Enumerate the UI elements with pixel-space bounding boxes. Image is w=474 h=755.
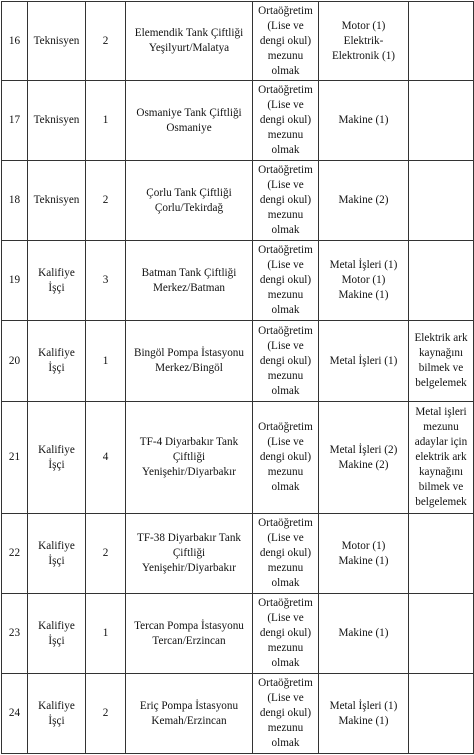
education-requirement bbox=[253, 241, 319, 321]
department-requirement-line: Motor (1) bbox=[341, 539, 386, 552]
department-requirement-line: Metal İşleri (1) bbox=[329, 259, 398, 271]
position-count: 2 bbox=[86, 161, 126, 241]
education-requirement-line: (Lise ve bbox=[267, 259, 304, 271]
education-requirement-line: Ortaöğretim bbox=[258, 324, 313, 337]
education-requirement-line: Ortaöğretim bbox=[258, 677, 313, 689]
work-location-line: Kemah/Erzincan bbox=[151, 714, 227, 727]
education-requirement-line: Ortaöğretim bbox=[258, 164, 313, 176]
position-title bbox=[28, 674, 86, 754]
position-title-line: İşçi bbox=[48, 714, 65, 727]
education-requirement-line: dengi okul) bbox=[259, 354, 312, 367]
work-location-line: Elemendik Tank Çiftliği bbox=[134, 27, 244, 39]
education-requirement-line: Ortaöğretim bbox=[258, 421, 313, 433]
education-requirement-line: olmak bbox=[271, 144, 300, 156]
work-location-line: Merkez/Batman bbox=[152, 281, 226, 294]
work-location bbox=[126, 161, 253, 241]
department-requirement bbox=[319, 2, 409, 81]
department-requirement-line: Makine (1) bbox=[338, 554, 389, 567]
education-requirement-line: Ortaöğretim bbox=[258, 4, 313, 17]
position-count: 3 bbox=[86, 241, 126, 321]
position-title-line: İşçi bbox=[48, 554, 65, 567]
position-title-line: İşçi bbox=[48, 458, 65, 471]
department-requirement bbox=[319, 81, 409, 161]
work-location bbox=[126, 594, 253, 674]
education-requirement bbox=[253, 594, 319, 674]
extra-requirement-line: belgelemek bbox=[415, 377, 467, 389]
department-requirement bbox=[319, 161, 409, 241]
education-requirement-line: olmak bbox=[271, 577, 300, 589]
position-count: 1 bbox=[86, 594, 126, 674]
position-count: 2 bbox=[86, 2, 126, 81]
education-requirement-line: mezunu bbox=[267, 722, 304, 734]
row-number: 17 bbox=[2, 81, 28, 161]
education-requirement-line: (Lise ve bbox=[267, 532, 304, 544]
department-requirement bbox=[319, 514, 409, 594]
extra-requirement bbox=[409, 241, 474, 321]
extra-requirement-line: adaylar için bbox=[414, 436, 468, 448]
position-count: 1 bbox=[86, 81, 126, 161]
row-number: 20 bbox=[2, 321, 28, 402]
row-number: 21 bbox=[2, 402, 28, 514]
work-location-line: Çiftliği bbox=[172, 547, 206, 559]
education-requirement-line: (Lise ve bbox=[267, 19, 304, 32]
row-number: 19 bbox=[2, 241, 28, 321]
department-requirement bbox=[319, 402, 409, 514]
position-title bbox=[28, 161, 86, 241]
education-requirement-line: olmak bbox=[271, 481, 300, 493]
row-number: 16 bbox=[2, 2, 28, 81]
extra-requirement bbox=[409, 594, 474, 674]
work-location bbox=[126, 241, 253, 321]
extra-requirement-line: Metal işleri bbox=[415, 406, 467, 418]
position-title bbox=[28, 241, 86, 321]
department-requirement-line: Metal İşleri (2) bbox=[329, 443, 398, 456]
work-location-line: TF-38 Diyarbakır Tank bbox=[136, 532, 242, 544]
position-title bbox=[28, 594, 86, 674]
position-title-line: Kalifiye bbox=[38, 699, 75, 712]
education-requirement-line: dengi okul) bbox=[259, 451, 312, 463]
position-count: 2 bbox=[86, 674, 126, 754]
education-requirement-line: Ortaöğretim bbox=[258, 84, 313, 96]
work-location-line: Osmaniye Tank Çiftliği bbox=[136, 106, 242, 119]
education-requirement-line: olmak bbox=[271, 304, 300, 316]
education-requirement-line: (Lise ve bbox=[267, 99, 304, 111]
work-location bbox=[126, 402, 253, 514]
education-requirement-line: dengi okul) bbox=[259, 274, 312, 286]
extra-requirement bbox=[409, 402, 474, 514]
education-requirement-line: Ortaöğretim bbox=[258, 517, 313, 529]
education-requirement bbox=[253, 402, 319, 514]
row-number: 23 bbox=[2, 594, 28, 674]
extra-requirement bbox=[409, 321, 474, 402]
table-row bbox=[2, 402, 474, 514]
table-row bbox=[2, 594, 474, 674]
department-requirement bbox=[319, 241, 409, 321]
work-location bbox=[126, 2, 253, 81]
extra-requirement-line: bilmek ve bbox=[418, 362, 464, 374]
extra-requirement-line: elektrik ark bbox=[415, 451, 467, 463]
education-requirement-line: mezunu bbox=[267, 209, 304, 221]
department-requirement bbox=[319, 674, 409, 754]
education-requirement-line: dengi okul) bbox=[259, 547, 312, 559]
position-title bbox=[28, 402, 86, 514]
education-requirement bbox=[253, 81, 319, 161]
education-requirement-line: olmak bbox=[271, 657, 300, 669]
education-requirement-line: mezunu bbox=[267, 562, 304, 574]
position-title-line: İşçi bbox=[48, 281, 65, 294]
extra-requirement bbox=[409, 161, 474, 241]
table-row bbox=[2, 514, 474, 594]
position-title bbox=[28, 514, 86, 594]
extra-requirement-line: kaynağını bbox=[418, 347, 464, 359]
position-count: 4 bbox=[86, 402, 126, 514]
table-row bbox=[2, 321, 474, 402]
department-requirement-line: Motor (1) bbox=[341, 19, 386, 32]
position-count: 1 bbox=[86, 321, 126, 402]
table-row bbox=[2, 161, 474, 241]
extra-requirement-line: Elektrik ark bbox=[414, 332, 468, 344]
work-location bbox=[126, 514, 253, 594]
table-body bbox=[2, 2, 474, 754]
work-location-line: Çorlu Tank Çiftliği bbox=[146, 186, 232, 199]
extra-requirement bbox=[409, 2, 474, 81]
education-requirement-line: Ortaöğretim bbox=[258, 597, 313, 609]
work-location-line: Çorlu/Tekirdağ bbox=[154, 201, 224, 214]
position-title-line: İşçi bbox=[48, 362, 65, 374]
position-title bbox=[28, 2, 86, 81]
work-location-line: Eriç Pompa İstasyonu bbox=[139, 699, 239, 712]
department-requirement-line: Makine (2) bbox=[338, 194, 389, 206]
work-location-line: Tercan Pompa İstasyonu bbox=[134, 619, 244, 632]
education-requirement-line: mezunu bbox=[267, 289, 304, 301]
education-requirement-line: mezunu bbox=[267, 129, 304, 141]
department-requirement-line: Makine (1) bbox=[338, 289, 389, 301]
education-requirement-line: (Lise ve bbox=[267, 436, 304, 448]
table-row bbox=[2, 81, 474, 161]
education-requirement-line: dengi okul) bbox=[259, 34, 312, 47]
row-number: 22 bbox=[2, 514, 28, 594]
education-requirement-line: (Lise ve bbox=[267, 179, 304, 191]
department-requirement-line: Makine (1) bbox=[338, 627, 389, 639]
education-requirement-line: dengi okul) bbox=[259, 627, 312, 639]
position-title bbox=[28, 321, 86, 402]
row-number: 18 bbox=[2, 161, 28, 241]
department-requirement-line: Makine (1) bbox=[338, 114, 389, 126]
position-count: 2 bbox=[86, 514, 126, 594]
work-location-line: Yenişehir/Diyarbakır bbox=[142, 466, 236, 478]
position-title-line: Kalifiye bbox=[38, 443, 75, 456]
education-requirement bbox=[253, 321, 319, 402]
table-row bbox=[2, 2, 474, 81]
work-location-line: Osmaniye bbox=[166, 121, 212, 134]
extra-requirement-line: belgelemek bbox=[415, 496, 467, 508]
work-location-line: Merkez/Bingöl bbox=[155, 362, 223, 374]
table-row bbox=[2, 241, 474, 321]
education-requirement-line: olmak bbox=[271, 384, 300, 397]
work-location-line: Batman Tank Çiftliği bbox=[141, 266, 237, 279]
position-title-line: Teknisyen bbox=[33, 34, 80, 47]
education-requirement-line: olmak bbox=[271, 64, 300, 77]
work-location bbox=[126, 674, 253, 754]
education-requirement bbox=[253, 514, 319, 594]
department-requirement-line: Motor (1) bbox=[341, 274, 386, 286]
education-requirement-line: Ortaöğretim bbox=[258, 244, 313, 256]
work-location-line: Bingöl Pompa İstasyonu bbox=[133, 347, 244, 359]
education-requirement-line: mezunu bbox=[267, 466, 304, 478]
extra-requirement-line: mezunu bbox=[423, 421, 459, 433]
education-requirement-line: mezunu bbox=[267, 49, 304, 62]
education-requirement-line: (Lise ve bbox=[267, 612, 304, 624]
work-location-line: Tercan/Erzincan bbox=[152, 634, 226, 647]
education-requirement-line: olmak bbox=[271, 737, 300, 749]
education-requirement-line: (Lise ve bbox=[267, 339, 304, 352]
row-number: 24 bbox=[2, 674, 28, 754]
education-requirement-line: dengi okul) bbox=[259, 707, 312, 719]
work-location-line: TF-4 Diyarbakır Tank bbox=[139, 436, 239, 448]
job-positions-table bbox=[1, 1, 474, 754]
position-title-line: Kalifiye bbox=[38, 347, 75, 359]
department-requirement-line: Metal İşleri (1) bbox=[329, 699, 398, 712]
education-requirement bbox=[253, 674, 319, 754]
department-requirement-line: Elektrik- bbox=[343, 34, 384, 47]
work-location bbox=[126, 321, 253, 402]
position-title-line: Teknisyen bbox=[33, 194, 80, 206]
education-requirement bbox=[253, 2, 319, 81]
position-title-line: İşçi bbox=[48, 634, 65, 647]
work-location-line: Çiftliği bbox=[172, 451, 206, 463]
position-title-line: Kalifiye bbox=[38, 619, 75, 632]
table-row bbox=[2, 674, 474, 754]
education-requirement bbox=[253, 161, 319, 241]
extra-requirement bbox=[409, 514, 474, 594]
education-requirement-line: dengi okul) bbox=[259, 194, 312, 206]
extra-requirement bbox=[409, 81, 474, 161]
work-location-line: Yenişehir/Diyarbakır bbox=[142, 562, 236, 574]
position-title-line: Kalifiye bbox=[38, 266, 75, 279]
position-title-line: Kalifiye bbox=[38, 539, 75, 552]
education-requirement-line: dengi okul) bbox=[259, 114, 312, 126]
department-requirement-line: Elektronik (1) bbox=[331, 49, 396, 62]
department-requirement bbox=[319, 321, 409, 402]
extra-requirement bbox=[409, 674, 474, 754]
work-location bbox=[126, 81, 253, 161]
position-title-line: Teknisyen bbox=[33, 114, 80, 126]
position-title bbox=[28, 81, 86, 161]
department-requirement bbox=[319, 594, 409, 674]
education-requirement-line: (Lise ve bbox=[267, 692, 304, 704]
education-requirement-line: mezunu bbox=[267, 369, 304, 382]
work-location-line: Yeşilyurt/Malatya bbox=[148, 42, 230, 54]
department-requirement-line: Makine (1) bbox=[338, 714, 389, 727]
department-requirement-line: Makine (2) bbox=[338, 458, 389, 471]
extra-requirement-line: kaynağını bbox=[418, 466, 464, 478]
education-requirement-line: olmak bbox=[271, 224, 300, 236]
education-requirement-line: mezunu bbox=[267, 642, 304, 654]
extra-requirement-line: bilmek ve bbox=[418, 481, 464, 493]
department-requirement-line: Metal İşleri (1) bbox=[329, 354, 398, 367]
